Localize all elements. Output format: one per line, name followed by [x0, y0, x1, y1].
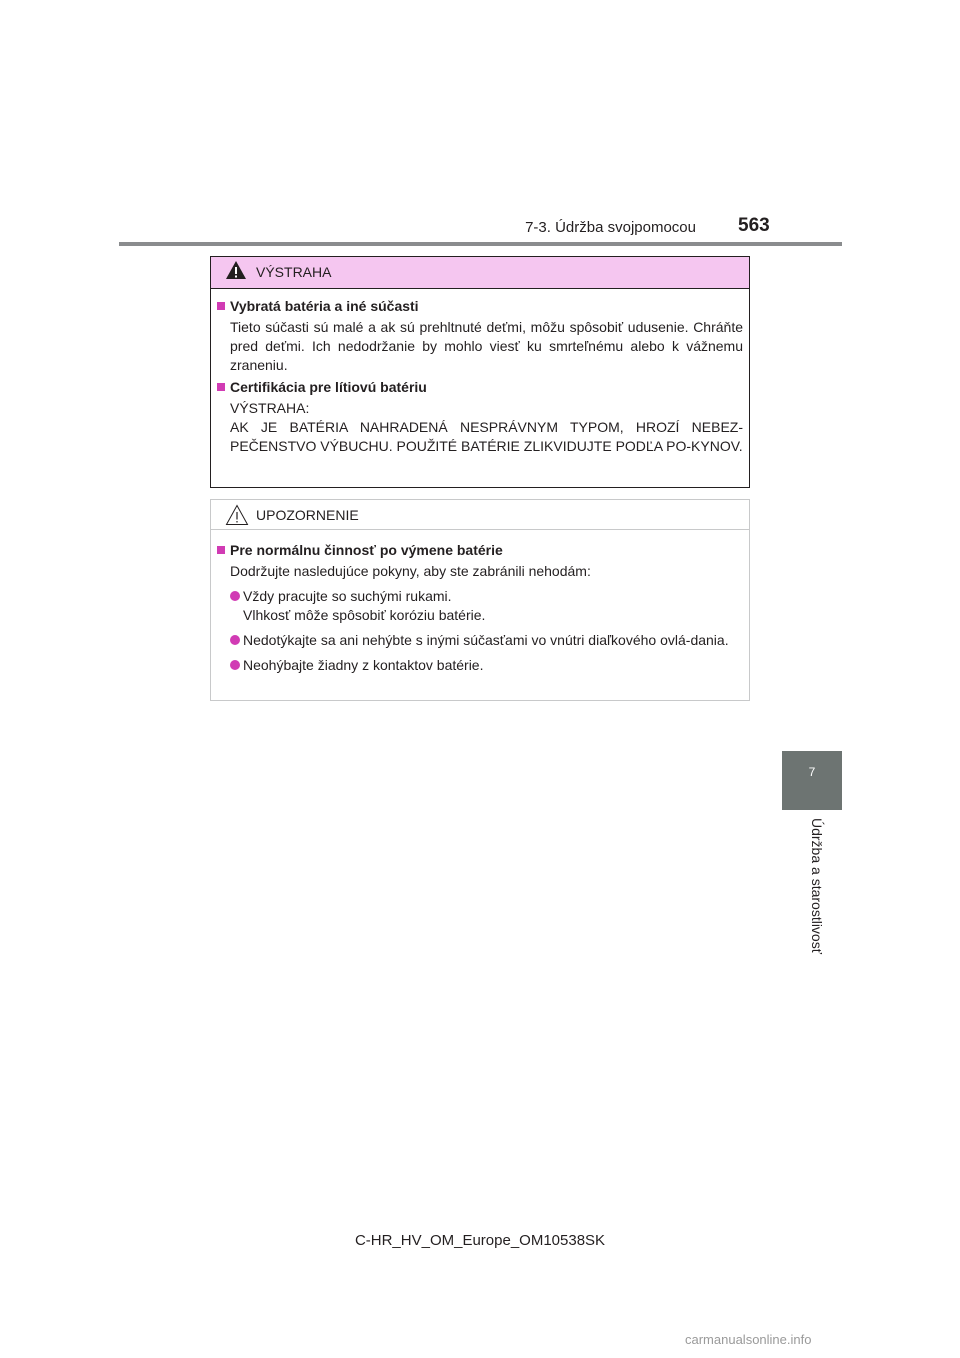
caution-bullet-1-line2: Vlhkosť môže spôsobiť koróziu batérie.	[243, 607, 486, 623]
caution-bullet-1-line1: Vždy pracujte so suchými rukami.	[243, 588, 452, 604]
caution-box-header	[211, 500, 749, 530]
round-bullet-icon	[230, 591, 240, 601]
warning-box-heading: VÝSTRAHA	[256, 264, 332, 280]
caution-section-title: Pre normálnu činnosť po výmene batérie	[217, 541, 743, 560]
caution-triangle-icon	[225, 504, 249, 531]
warning-section-2-body-line1: VÝSTRAHA:	[230, 400, 310, 416]
warning-box-header	[211, 257, 749, 289]
warning-section-2-title: Certifikácia pre lítiovú batériu	[217, 378, 743, 397]
caution-bullet-3	[230, 656, 743, 675]
caution-intro: Dodržujte nasledujúce pokyny, aby ste zabránili nehodám:	[230, 563, 591, 579]
header-rule	[119, 242, 842, 246]
square-bullet-icon	[217, 302, 225, 310]
warning-section-1-body: Tieto súčasti sú malé a ak sú prehltnuté deťmi, môžu spôsobiť udusenie. Chráňte pred deťmi. Ich nedodržanie by mohlo viesť ku smrteľnému alebo k vážnemu zraneniu.	[230, 319, 743, 373]
caution-section	[217, 541, 743, 675]
caution-bullet-3-line1: Neohýbajte žiadny z kontaktov batérie.	[243, 657, 484, 673]
round-bullet-icon	[230, 660, 240, 670]
footer-doc-id: C-HR_HV_OM_Europe_OM10538SK	[354, 1232, 606, 1249]
warning-triangle-icon	[225, 260, 247, 285]
chapter-side-label	[809, 818, 827, 968]
square-bullet-icon	[217, 383, 225, 391]
warning-section-2-body-line2: AK JE BATÉRIA NAHRADENÁ NESPRÁVNYM TYPOM, HROZÍ NEBEZ-PEČENSTVO VÝBUCHU. POUŽITÉ BATÉRIE ZLIKVIDUJTE PODĽA PO-KYNOV.	[230, 419, 743, 454]
caution-bullet-1	[230, 587, 743, 625]
warning-section-2	[217, 378, 743, 456]
page-number: 563	[738, 215, 770, 236]
caution-box-heading: UPOZORNENIE	[256, 507, 359, 523]
chapter-tab[interactable]	[782, 751, 842, 810]
round-bullet-icon	[230, 635, 240, 645]
caution-box	[210, 499, 750, 701]
warning-box	[210, 256, 750, 488]
caution-bullet-2-line1: Nedotýkajte sa ani nehýbte s inými súčasťami vo vnútri diaľkového ovlá-dania.	[243, 632, 729, 648]
chapter-tab-number: 7	[808, 765, 816, 779]
watermark[interactable]: carmanualsonline.info	[685, 1332, 812, 1347]
warning-section-1-title: Vybratá batéria a iné súčasti	[217, 297, 743, 316]
caution-bullet-2	[230, 631, 743, 650]
chapter-side-label-text: Údržba a starostlivosť	[809, 818, 825, 954]
square-bullet-icon	[217, 546, 225, 554]
warning-section-1	[217, 297, 743, 375]
header-section-title: 7-3. Údržba svojpomocou	[525, 219, 696, 236]
